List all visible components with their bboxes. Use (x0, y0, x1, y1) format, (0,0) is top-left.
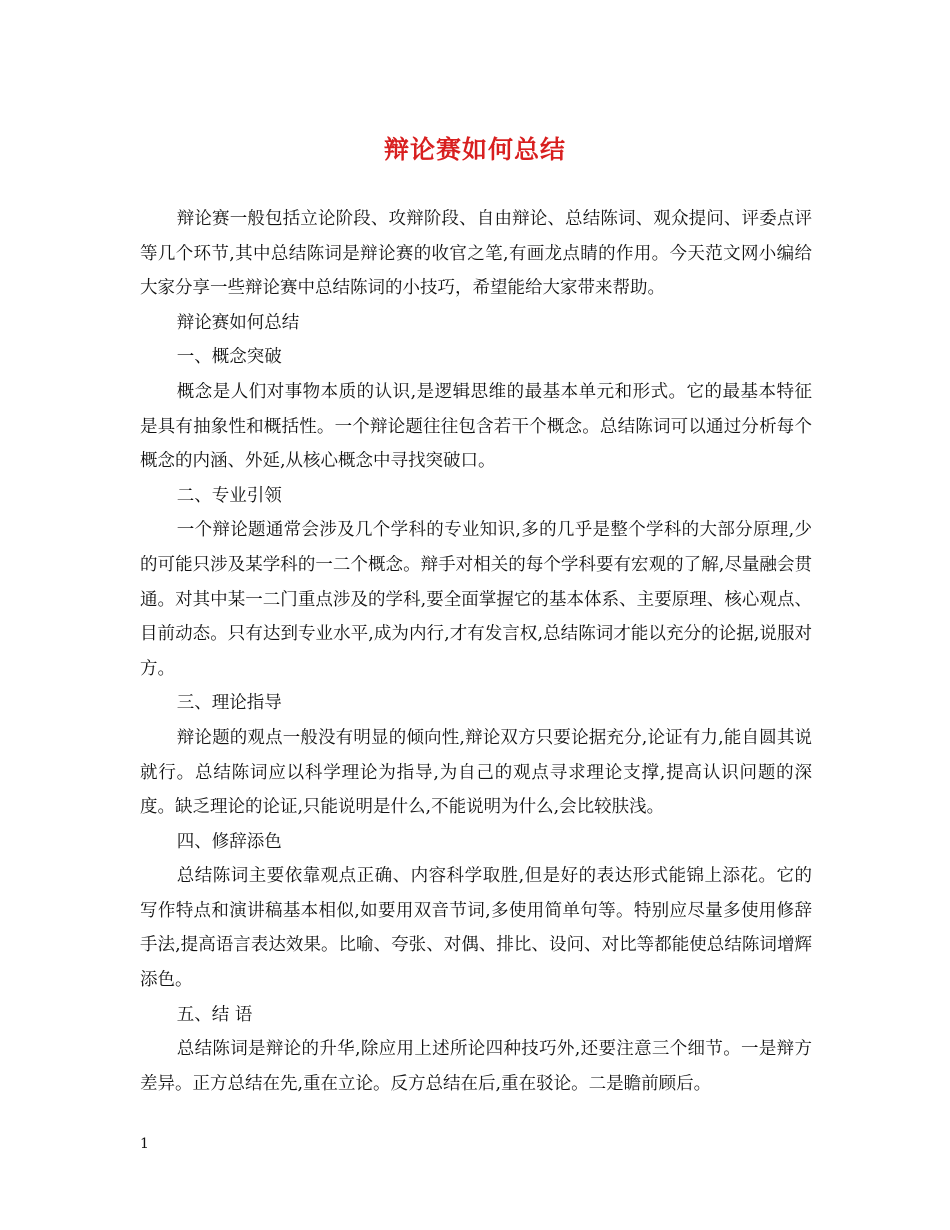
section-heading-4: 四、修辞添色 (176, 831, 282, 852)
section-heading-5: 五、结 语 (176, 1004, 253, 1025)
section-heading-3: 三、理论指导 (176, 693, 282, 714)
paragraph-section-3: 辩论题的观点一般没有明显的倾向性,辩论双方只要论据充分,论证有力,能自圆其说就行。总结陈词应以科学理论为指导,为自己的观点寻求理论支撑,提高认识问题的深度。缺乏理论的论证,只能说明是什么,不能说明为什么,会比较肤浅。 (140, 727, 812, 818)
section-heading-2: 二、专业引领 (176, 485, 282, 506)
page-number: 1 (140, 1136, 149, 1152)
section-heading-main: 辩论赛如何总结 (176, 312, 300, 333)
paragraph-section-2: 一个辩论题通常会涉及几个学科的专业知识,多的几乎是整个学科的大部分原理,少的可能只涉及某学科的一二个概念。辩手对相关的每个学科要有宏观的了解,尽量融会贯通。对其中某一二门重点涉及的学科,要全面掌握它的基本体系、主要原理、核心观点、目前动态。只有达到专业水平,成为内行,才有发言权,总结陈词才能以充分的论据,说服对方。 (140, 520, 812, 679)
section-heading-1: 一、概念突破 (176, 347, 282, 368)
paragraph-section-1: 概念是人们对事物本质的认识,是逻辑思维的最基本单元和形式。它的最基本特征是具有抽象性和概括性。一个辩论题往往包含若干个概念。总结陈词可以通过分析每个概念的内涵、外延,从核心概念中寻找突破口。 (140, 381, 812, 472)
document-title: 辩论赛如何总结 (383, 135, 566, 164)
document-body (140, 202, 812, 1101)
paragraph-section-5: 总结陈词是辩论的升华,除应用上述所论四种技巧外,还要注意三个细节。一是辩方差异。正方总结在先,重在立论。反方总结在后,重在驳论。二是瞻前顾后。 (140, 1039, 812, 1094)
paragraph-section-4: 总结陈词主要依靠观点正确、内容科学取胜,但是好的表达形式能锦上添花。它的写作特点和演讲稿基本相似,如要用双音节词,多使用简单句等。特别应尽量多使用修辞手法,提高语言表达效果。比喻、夸张、对偶、排比、设问、对比等都能使总结陈词增辉添色。 (140, 866, 812, 991)
paragraph-intro: 辩论赛一般包括立论阶段、攻辩阶段、自由辩论、总结陈词、观众提问、评委点评等几个环节,其中总结陈词是辩论赛的收官之笔,有画龙点睛的作用。今天范文网小编给大家分享一些辩论赛中总结陈词的小技巧，希望能给大家带来帮助。 (140, 209, 812, 299)
